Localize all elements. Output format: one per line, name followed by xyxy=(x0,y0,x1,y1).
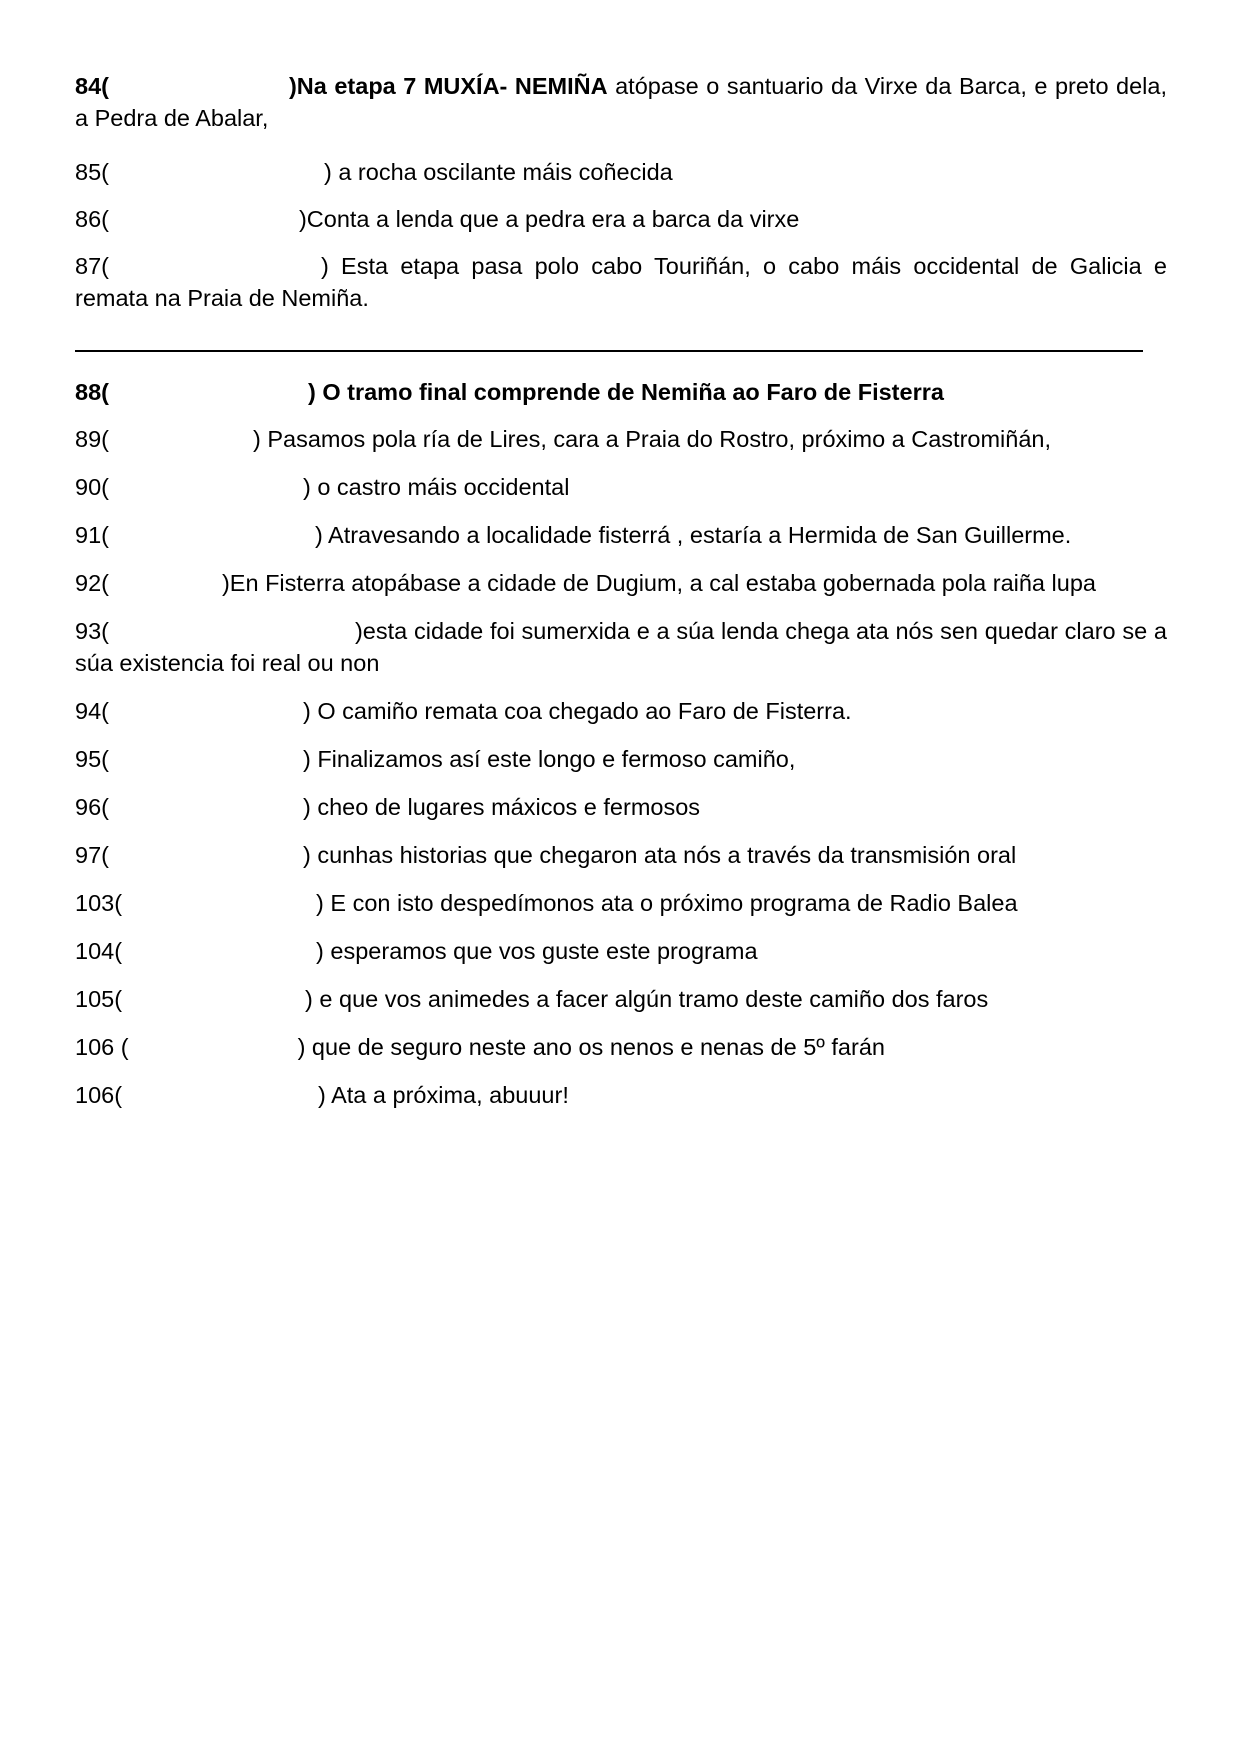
line-text: e que vos animedes a facer algún tramo deste camiño dos faros xyxy=(312,986,989,1012)
line-text: O camiño remata coa chegado ao Faro de Fisterra. xyxy=(310,698,852,724)
script-line-90 xyxy=(75,471,1167,503)
script-line-97 xyxy=(75,839,1167,871)
line-text: cunhas historias que chegaron ata nós a través da transmisión oral xyxy=(310,842,1017,868)
line-heading: Na etapa 7 MUXÍA- NEMIÑA xyxy=(296,73,608,99)
line-number: 104( xyxy=(75,938,123,964)
line-number: 91( xyxy=(75,522,109,548)
line-number: 85( xyxy=(75,159,109,185)
script-line-104 xyxy=(75,935,1167,967)
line-close: ) xyxy=(320,253,329,279)
script-line-105 xyxy=(75,983,1167,1015)
line-text: esperamos que vos guste este programa xyxy=(323,938,758,964)
line-close: ) xyxy=(318,1082,326,1108)
line-number: 105( xyxy=(75,986,123,1012)
line-close: ) xyxy=(314,522,323,548)
line-text: Atravesando a localidade fisterrá , estaría a Hermida de San Guillerme. xyxy=(322,522,1072,548)
line-text: Finalizamos así este longo e fermoso camiño, xyxy=(310,746,796,772)
line-close: ) xyxy=(323,159,332,185)
line-text: esta cidade foi sumerxida e a súa lenda chega ata nós sen quedar claro se a súa existencia foi real ou non xyxy=(75,618,1167,676)
line-number: 84( xyxy=(75,73,109,99)
line-text: que de seguro neste ano os nenos e nenas de 5º farán xyxy=(305,1034,885,1060)
line-text: O tramo final comprende de Nemiña ao Faro de Fisterra xyxy=(315,379,944,405)
script-line-94 xyxy=(75,695,1167,727)
line-number: 94( xyxy=(75,698,109,724)
line-text: Ata a próxima, abuuur! xyxy=(325,1082,569,1108)
line-number: 86( xyxy=(75,206,109,232)
line-close: ) xyxy=(354,618,363,644)
script-line-96 xyxy=(75,791,1167,823)
line-text: En Fisterra atopábase a cidade de Dugium, a cal estaba gobernada pola raiña lupa xyxy=(229,570,1096,596)
line-number: 106( xyxy=(75,1082,123,1108)
script-line-86 xyxy=(75,203,1167,235)
script-line-106b xyxy=(75,1079,1167,1111)
line-text: atópase o santuario da Virxe da Barca, e preto dela, a Pedra de Abalar, xyxy=(75,73,1167,131)
line-number: 92( xyxy=(75,570,109,596)
line-close: ) xyxy=(298,206,307,232)
line-text: Esta etapa pasa polo cabo Touriñán, o cabo máis occidental de Galicia e remata na Praia de Nemiña. xyxy=(75,253,1167,311)
line-close: ) xyxy=(302,842,311,868)
script-line-91 xyxy=(75,519,1167,551)
line-close: ) xyxy=(297,1034,306,1060)
line-number: 90( xyxy=(75,474,109,500)
line-number: 96( xyxy=(75,794,109,820)
line-close: ) xyxy=(302,794,311,820)
script-line-95 xyxy=(75,743,1167,775)
script-line-87 xyxy=(75,250,1167,314)
line-text: Pasamos pola ría de Lires, cara a Praia do Rostro, próximo a Castromiñán, xyxy=(260,426,1052,452)
line-close: ) xyxy=(252,426,261,452)
line-text: a rocha oscilante máis coñecida xyxy=(331,159,673,185)
line-close: ) xyxy=(316,938,324,964)
line-number: 89( xyxy=(75,426,109,452)
script-line-106a xyxy=(75,1031,1167,1063)
line-text: Conta a lenda que a pedra era a barca da virxe xyxy=(306,206,800,232)
script-line-84 xyxy=(75,70,1167,134)
line-close: ) xyxy=(305,986,313,1012)
line-number: 87( xyxy=(75,253,109,279)
line-close: ) xyxy=(288,73,297,99)
line-number: 103( xyxy=(75,890,123,916)
script-line-85 xyxy=(75,156,1167,188)
script-line-88 xyxy=(75,376,1167,408)
line-text: E con isto despedímonos ata o próximo programa de Radio Balea xyxy=(323,890,1018,916)
line-text: o castro máis occidental xyxy=(310,474,570,500)
line-close: ) xyxy=(316,890,324,916)
line-number: 95( xyxy=(75,746,109,772)
line-number: 97( xyxy=(75,842,109,868)
line-text: cheo de lugares máxicos e fermosos xyxy=(310,794,701,820)
script-line-93 xyxy=(75,615,1167,679)
script-line-103 xyxy=(75,887,1167,919)
line-close: ) xyxy=(302,746,311,772)
line-number: 93( xyxy=(75,618,109,644)
script-line-92 xyxy=(75,567,1167,599)
script-line-89 xyxy=(75,423,1167,455)
section-divider xyxy=(75,350,1143,352)
line-close: ) xyxy=(302,474,311,500)
line-number: 106 ( xyxy=(75,1034,129,1060)
line-close: ) xyxy=(221,570,230,596)
line-number: 88( xyxy=(75,379,109,405)
line-close: ) xyxy=(302,698,311,724)
line-close: ) xyxy=(307,379,316,405)
